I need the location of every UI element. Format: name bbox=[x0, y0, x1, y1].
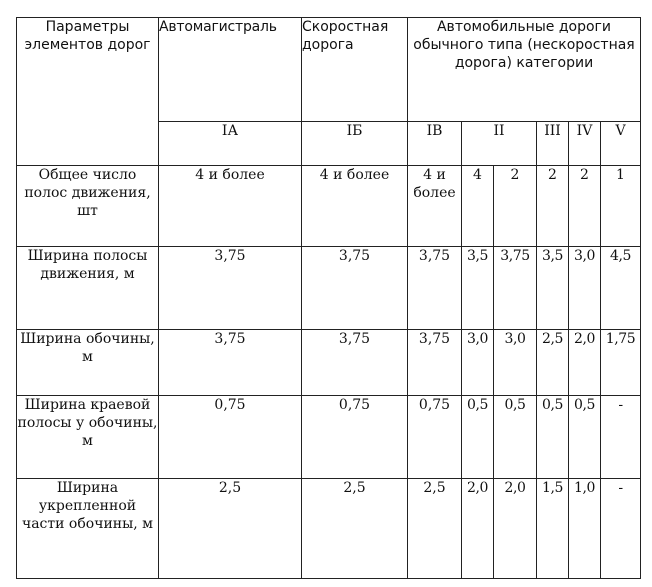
value-cell: 2 bbox=[537, 166, 569, 247]
value-cell: 3,0 bbox=[569, 247, 601, 330]
category-ia: IА bbox=[159, 122, 302, 166]
value-cell: 0,75 bbox=[302, 396, 408, 479]
value-cell: 4 и более bbox=[159, 166, 302, 247]
value-cell: - bbox=[601, 396, 641, 479]
value-cell: 1,5 bbox=[537, 479, 569, 579]
value-cell: 0,5 bbox=[537, 396, 569, 479]
value-cell: 3,0 bbox=[462, 330, 494, 396]
category-iv: IВ bbox=[408, 122, 462, 166]
table-row bbox=[17, 396, 641, 479]
category-v: V bbox=[601, 122, 641, 166]
motorway-header: Автомагистраль bbox=[159, 18, 302, 122]
value-cell: 3,5 bbox=[537, 247, 569, 330]
value-cell: 3,75 bbox=[302, 330, 408, 396]
value-cell: 2,5 bbox=[537, 330, 569, 396]
value-cell: 4,5 bbox=[601, 247, 641, 330]
value-cell: 0,75 bbox=[408, 396, 462, 479]
value-cell: 3,5 bbox=[462, 247, 494, 330]
value-cell: 3,75 bbox=[408, 247, 462, 330]
value-cell: 2,5 bbox=[159, 479, 302, 579]
value-cell: 0,5 bbox=[462, 396, 494, 479]
value-cell: 3,75 bbox=[159, 247, 302, 330]
row-label: Ширина полосы движения, м bbox=[17, 247, 159, 330]
value-cell: 0,5 bbox=[494, 396, 537, 479]
category-ii: II bbox=[462, 122, 537, 166]
value-cell: 2,0 bbox=[462, 479, 494, 579]
row-label: Ширина обочины, м bbox=[17, 330, 159, 396]
value-cell: 2 bbox=[569, 166, 601, 247]
params-header: Параметры элементов дорог bbox=[17, 18, 159, 166]
category-ib: IБ bbox=[302, 122, 408, 166]
value-cell: 0,5 bbox=[569, 396, 601, 479]
row-label: Ширина краевой полосы у обочины, м bbox=[17, 396, 159, 479]
value-cell: 2,0 bbox=[569, 330, 601, 396]
value-cell: 3,75 bbox=[494, 247, 537, 330]
row-label: Ширина укрепленной части обочины, м bbox=[17, 479, 159, 579]
category-iv-roman: IV bbox=[569, 122, 601, 166]
road-parameters-table bbox=[16, 17, 641, 579]
value-cell: - bbox=[601, 479, 641, 579]
value-cell: 4 и более bbox=[408, 166, 462, 247]
value-cell: 1 bbox=[601, 166, 641, 247]
value-cell: 3,75 bbox=[159, 330, 302, 396]
value-cell: 3,75 bbox=[302, 247, 408, 330]
value-cell: 3,0 bbox=[494, 330, 537, 396]
value-cell: 1,75 bbox=[601, 330, 641, 396]
expressway-header: Скоростная дорога bbox=[302, 18, 408, 122]
category-iii: III bbox=[537, 122, 569, 166]
table-row bbox=[17, 479, 641, 579]
value-cell: 1,0 bbox=[569, 479, 601, 579]
value-cell: 4 и более bbox=[302, 166, 408, 247]
value-cell: 2,0 bbox=[494, 479, 537, 579]
header-row bbox=[17, 18, 641, 122]
value-cell: 0,75 bbox=[159, 396, 302, 479]
table-row bbox=[17, 247, 641, 330]
row-label: Общее число полос движения, шт bbox=[17, 166, 159, 247]
value-cell: 4 bbox=[462, 166, 494, 247]
value-cell: 2,5 bbox=[302, 479, 408, 579]
value-cell: 2 bbox=[494, 166, 537, 247]
table-row bbox=[17, 330, 641, 396]
value-cell: 2,5 bbox=[408, 479, 462, 579]
value-cell: 3,75 bbox=[408, 330, 462, 396]
table-row bbox=[17, 166, 641, 247]
ordinary-roads-header: Автомобильные дороги обычного типа (нескоростная дорога) категории bbox=[408, 18, 641, 122]
